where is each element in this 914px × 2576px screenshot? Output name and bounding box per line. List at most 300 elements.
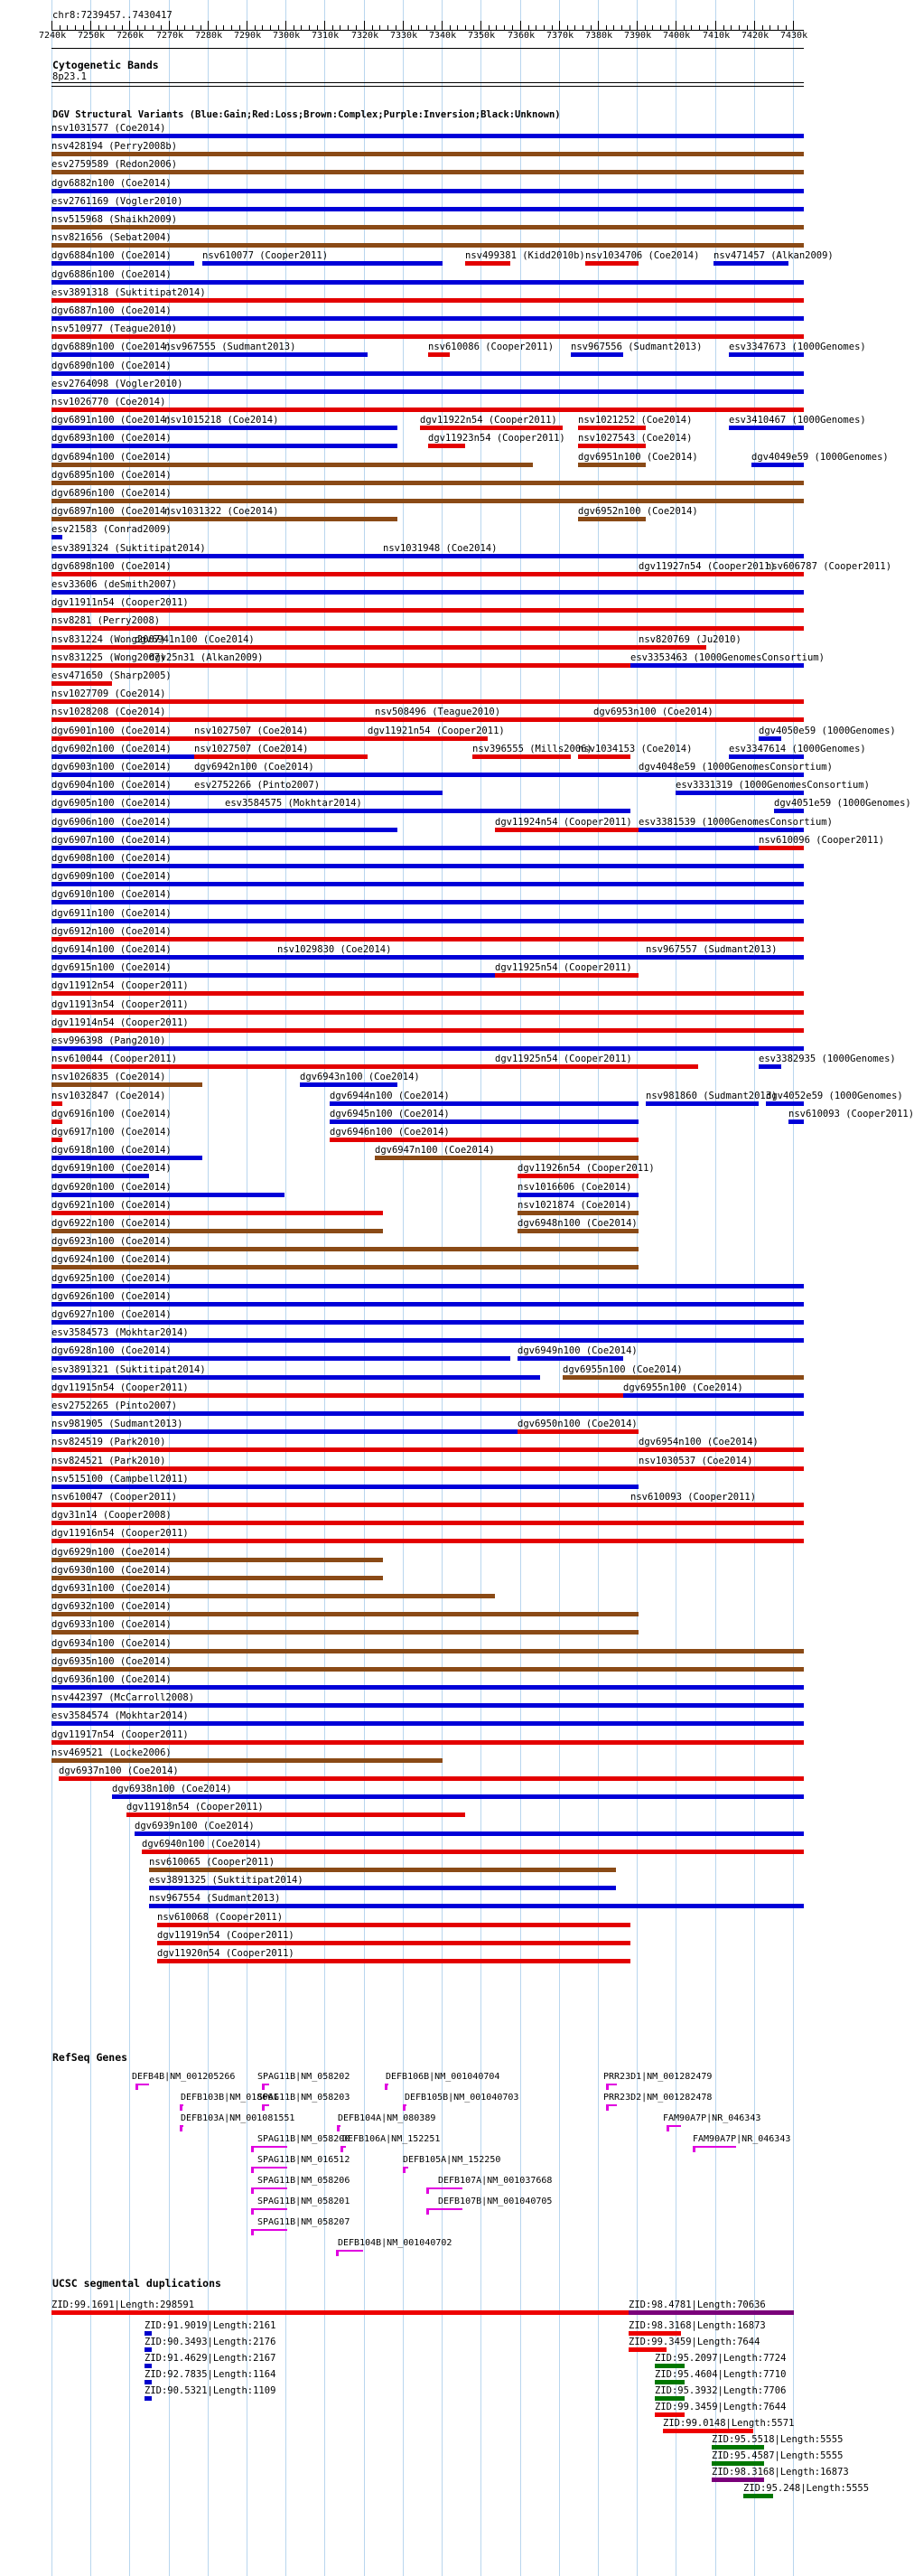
segdup-label[interactable]: ZID:90.5321|Length:1109 — [145, 2385, 276, 2396]
variant-label[interactable]: nsv610096 (Cooper2011) — [759, 834, 885, 846]
variant-bar[interactable] — [135, 645, 639, 650]
variant-bar[interactable] — [51, 298, 804, 303]
variant-label[interactable]: nsv469521 (Locke2006) — [51, 1747, 172, 1758]
gene-label[interactable]: SPAG11B|NM_058201 — [257, 2197, 350, 2206]
segdup-bar[interactable] — [655, 2412, 685, 2417]
variant-label[interactable]: dgv6955n100 (Coe2014) — [623, 1382, 743, 1393]
variant-bar[interactable] — [51, 1393, 623, 1398]
variant-label[interactable]: dgv11919n54 (Cooper2011) — [157, 1929, 294, 1941]
variant-label[interactable]: nsv824519 (Park2010) — [51, 1437, 166, 1448]
gene-label[interactable]: SPAG11B|NM_058202 — [257, 2072, 350, 2082]
gene-glyph[interactable] — [251, 2167, 287, 2173]
variant-bar[interactable] — [518, 1429, 639, 1434]
gene-label[interactable]: FAM90A7P|NR_046343 — [663, 2113, 761, 2123]
variant-bar[interactable] — [51, 1302, 804, 1307]
variant-bar[interactable] — [51, 699, 804, 704]
variant-bar[interactable] — [51, 444, 397, 448]
variant-label[interactable]: dgv6954n100 (Coe2014) — [639, 1437, 759, 1448]
variant-label[interactable]: dgv6917n100 (Coe2014) — [51, 1127, 172, 1138]
gene-glyph[interactable] — [606, 2084, 617, 2090]
variant-label[interactable]: nsv1031948 (Coe2014) — [383, 542, 498, 554]
variant-label[interactable]: dgv6934n100 (Coe2014) — [51, 1637, 172, 1649]
variant-label[interactable]: dgv6955n100 (Coe2014) — [563, 1363, 683, 1375]
variant-bar[interactable] — [51, 846, 759, 850]
variant-bar[interactable] — [51, 1612, 639, 1616]
variant-bar[interactable] — [788, 1119, 804, 1124]
variant-bar[interactable] — [51, 1338, 804, 1343]
variant-label[interactable]: esv21583 (Conrad2009) — [51, 524, 172, 536]
variant-bar[interactable] — [51, 1119, 62, 1124]
variant-bar[interactable] — [51, 225, 804, 229]
variant-label[interactable]: esv3382935 (1000Genomes) — [759, 1054, 896, 1065]
variant-label[interactable]: nsv510977 (Teague2010) — [51, 323, 178, 335]
segdup-label[interactable]: ZID:95.5518|Length:5555 — [712, 2434, 844, 2445]
variant-bar[interactable] — [59, 1776, 804, 1781]
variant-label[interactable]: dgv11923n54 (Cooper2011) — [428, 433, 565, 445]
variant-bar[interactable] — [51, 1193, 284, 1197]
segdup-bar[interactable] — [712, 2461, 764, 2466]
variant-bar[interactable] — [51, 554, 383, 558]
variant-label[interactable]: nsv981860 (Sudmant2013) — [646, 1090, 778, 1101]
variant-bar[interactable] — [51, 1010, 804, 1015]
variant-label[interactable]: nsv610077 (Cooper2011) — [202, 250, 329, 262]
variant-label[interactable]: dgv6884n100 (Coe2014) — [51, 250, 172, 262]
variant-bar[interactable] — [126, 1813, 465, 1817]
variant-label[interactable]: dgv6929n100 (Coe2014) — [51, 1546, 172, 1558]
variant-bar[interactable] — [135, 1831, 804, 1836]
variant-label[interactable]: dgv6897n100 (Coe2014) — [51, 506, 172, 518]
gene-label[interactable]: PRR23D2|NM_001282478 — [603, 2093, 713, 2103]
variant-bar[interactable] — [639, 1466, 804, 1471]
variant-label[interactable]: nsv1021252 (Coe2014) — [578, 415, 693, 426]
variant-bar[interactable] — [300, 1082, 397, 1087]
variant-bar[interactable] — [51, 261, 194, 266]
variant-bar[interactable] — [51, 1356, 510, 1361]
segdup-label[interactable]: ZID:95.248|Length:5555 — [743, 2483, 870, 2494]
segdup-label[interactable]: ZID:99.1691|Length:298591 — [51, 2300, 195, 2310]
variant-bar[interactable] — [51, 626, 804, 631]
variant-label[interactable]: dgv25n31 (Alkan2009) — [149, 651, 264, 663]
variant-bar[interactable] — [51, 1503, 630, 1507]
variant-label[interactable]: dgv6890n100 (Coe2014) — [51, 360, 172, 371]
segdup-bar[interactable] — [712, 2445, 764, 2450]
variant-label[interactable]: dgv6949n100 (Coe2014) — [518, 1345, 638, 1357]
variant-bar[interactable] — [51, 134, 804, 138]
variant-bar[interactable] — [194, 791, 443, 795]
variant-label[interactable]: esv3584575 (Mokhtar2014) — [225, 798, 362, 810]
variant-bar[interactable] — [51, 1101, 62, 1106]
variant-label[interactable]: esv3381539 (1000GenomesConsortium) — [639, 816, 833, 828]
variant-label[interactable]: dgv6953n100 (Coe2014) — [593, 707, 713, 718]
variant-label[interactable]: esv3584574 (Mokhtar2014) — [51, 1710, 189, 1722]
variant-label[interactable]: dgv6889n100 (Coe2014) — [51, 342, 172, 353]
variant-bar[interactable] — [51, 1466, 639, 1471]
variant-label[interactable]: nsv1027543 (Coe2014) — [578, 433, 693, 445]
gene-glyph[interactable] — [180, 2125, 183, 2131]
variant-bar[interactable] — [578, 517, 646, 521]
segdup-label[interactable]: ZID:95.4604|Length:7710 — [655, 2369, 787, 2380]
variant-bar[interactable] — [420, 426, 563, 430]
variant-label[interactable]: dgv6918n100 (Coe2014) — [51, 1145, 172, 1157]
variant-label[interactable]: esv3584573 (Mokhtar2014) — [51, 1327, 189, 1339]
variant-bar[interactable] — [330, 1138, 639, 1142]
variant-bar[interactable] — [51, 389, 804, 394]
variant-label[interactable]: esv3347673 (1000Genomes) — [729, 342, 866, 353]
segdup-bar[interactable] — [629, 2347, 667, 2352]
variant-bar[interactable] — [766, 572, 804, 576]
variant-bar[interactable] — [225, 809, 630, 813]
variant-bar[interactable] — [646, 955, 804, 960]
variant-label[interactable]: nsv1015218 (Coe2014) — [164, 415, 279, 426]
variant-bar[interactable] — [51, 937, 804, 941]
variant-bar[interactable] — [51, 352, 164, 357]
variant-bar[interactable] — [330, 1119, 639, 1124]
variant-label[interactable]: nsv1034153 (Coe2014) — [578, 743, 693, 754]
variant-label[interactable]: dgv6915n100 (Coe2014) — [51, 962, 172, 974]
variant-bar[interactable] — [51, 645, 135, 650]
variant-label[interactable]: nsv610047 (Cooper2011) — [51, 1492, 178, 1503]
variant-label[interactable]: nsv1026835 (Coe2014) — [51, 1072, 166, 1083]
variant-label[interactable]: dgv6895n100 (Coe2014) — [51, 469, 172, 481]
segdup-label[interactable]: ZID:91.4629|Length:2167 — [145, 2353, 276, 2364]
variant-label[interactable]: nsv610093 (Cooper2011) — [630, 1492, 757, 1503]
variant-label[interactable]: esv3353463 (1000GenomesConsortium) — [630, 651, 825, 663]
variant-bar[interactable] — [759, 736, 781, 741]
variant-bar[interactable] — [578, 426, 646, 430]
variant-bar[interactable] — [51, 1594, 495, 1598]
variant-label[interactable]: dgv6905n100 (Coe2014) — [51, 798, 172, 810]
variant-bar[interactable] — [51, 882, 804, 886]
variant-bar[interactable] — [759, 1064, 781, 1069]
gene-label[interactable]: DEFB103B|NM_018661 — [181, 2093, 279, 2103]
variant-label[interactable]: nsv1031577 (Coe2014) — [51, 123, 166, 134]
variant-bar[interactable] — [51, 152, 804, 156]
variant-label[interactable]: dgv6893n100 (Coe2014) — [51, 433, 172, 445]
variant-label[interactable]: dgv6928n100 (Coe2014) — [51, 1345, 172, 1357]
variant-label[interactable]: nsv1021874 (Coe2014) — [518, 1199, 632, 1211]
variant-label[interactable]: dgv6952n100 (Coe2014) — [578, 506, 698, 518]
variant-bar[interactable] — [51, 991, 804, 996]
variant-bar[interactable] — [51, 481, 804, 485]
gene-label[interactable]: DEFB103A|NM_001081551 — [181, 2113, 295, 2123]
gene-label[interactable]: SPAG11B|NM_058200 — [257, 2134, 350, 2144]
segdup-label[interactable]: ZID:95.2097|Length:7724 — [655, 2353, 787, 2364]
gene-glyph[interactable] — [251, 2187, 287, 2194]
variant-bar[interactable] — [202, 261, 443, 266]
variant-label[interactable]: esv471650 (Sharp2005) — [51, 670, 172, 681]
variant-label[interactable]: dgv6925n100 (Coe2014) — [51, 1272, 172, 1284]
variant-bar[interactable] — [142, 1850, 804, 1854]
variant-label[interactable]: dgv6936n100 (Coe2014) — [51, 1674, 172, 1685]
variant-label[interactable]: esv2759589 (Redon2006) — [51, 159, 178, 171]
variant-bar[interactable] — [51, 1539, 804, 1543]
variant-label[interactable]: dgv11922n54 (Cooper2011) — [420, 415, 557, 426]
variant-label[interactable]: nsv1030537 (Coe2014) — [639, 1455, 753, 1466]
variant-label[interactable]: esv3347614 (1000Genomes) — [729, 743, 866, 754]
variant-label[interactable]: dgv11925n54 (Cooper2011) — [495, 962, 632, 974]
segdup-bar[interactable] — [712, 2478, 764, 2482]
variant-bar[interactable] — [729, 352, 804, 357]
gene-label[interactable]: DEFB4B|NM_001205266 — [132, 2072, 236, 2082]
variant-bar[interactable] — [51, 864, 804, 868]
variant-label[interactable]: dgv11914n54 (Cooper2011) — [51, 1016, 189, 1028]
variant-label[interactable]: nsv471457 (Alkan2009) — [713, 250, 834, 262]
variant-bar[interactable] — [51, 499, 804, 503]
variant-bar[interactable] — [585, 261, 639, 266]
variant-bar[interactable] — [51, 900, 804, 904]
variant-bar[interactable] — [330, 1101, 639, 1106]
variant-bar[interactable] — [51, 463, 533, 467]
gene-label[interactable]: FAM90A7P|NR_046343 — [693, 2134, 791, 2144]
variant-bar[interactable] — [51, 736, 194, 741]
variant-bar[interactable] — [51, 189, 804, 193]
variant-bar[interactable] — [51, 1758, 443, 1763]
variant-label[interactable]: nsv515968 (Shaikh2009) — [51, 214, 178, 225]
variant-label[interactable]: nsv610044 (Cooper2011) — [51, 1054, 178, 1065]
variant-label[interactable]: dgv4049e59 (1000Genomes) — [751, 451, 889, 463]
gene-glyph[interactable] — [251, 2208, 287, 2215]
variant-bar[interactable] — [639, 1447, 804, 1452]
variant-bar[interactable] — [495, 973, 639, 978]
variant-label[interactable]: nsv610093 (Cooper2011) — [788, 1108, 914, 1119]
variant-bar[interactable] — [51, 1630, 639, 1635]
variant-label[interactable]: nsv1031322 (Coe2014) — [164, 506, 279, 518]
variant-bar[interactable] — [623, 1393, 804, 1398]
variant-bar[interactable] — [51, 1174, 149, 1178]
variant-bar[interactable] — [639, 828, 804, 832]
gene-label[interactable]: PRR23D1|NM_001282479 — [603, 2072, 713, 2082]
variant-label[interactable]: nsv1027507 (Coe2014) — [194, 743, 309, 754]
variant-bar[interactable] — [51, 1521, 804, 1525]
variant-bar[interactable] — [51, 1247, 639, 1251]
segdup-label[interactable]: ZID:91.9019|Length:2161 — [145, 2320, 276, 2331]
segdup-bar[interactable] — [145, 2364, 152, 2368]
variant-label[interactable]: esv3891325 (Suktitipat2014) — [149, 1875, 303, 1887]
gene-glyph[interactable] — [426, 2187, 462, 2194]
variant-bar[interactable] — [51, 243, 804, 248]
variant-label[interactable]: esv2752265 (Pinto2007) — [51, 1400, 178, 1411]
variant-label[interactable]: nsv442397 (McCarroll2008) — [51, 1692, 195, 1704]
segdup-bar[interactable] — [145, 2347, 152, 2352]
variant-bar[interactable] — [729, 426, 804, 430]
variant-bar[interactable] — [51, 316, 804, 321]
variant-label[interactable]: dgv11911n54 (Cooper2011) — [51, 597, 189, 609]
variant-bar[interactable] — [593, 717, 804, 722]
variant-label[interactable]: dgv6898n100 (Coe2014) — [51, 560, 172, 572]
variant-label[interactable]: dgv11920n54 (Cooper2011) — [157, 1948, 294, 1959]
variant-label[interactable]: nsv396555 (Mills2006) — [472, 743, 592, 754]
variant-bar[interactable] — [518, 1229, 639, 1233]
variant-bar[interactable] — [383, 554, 804, 558]
gene-glyph[interactable] — [135, 2084, 149, 2090]
gene-glyph[interactable] — [606, 2104, 617, 2111]
variant-label[interactable]: dgv11924n54 (Cooper2011) — [495, 816, 632, 828]
variant-bar[interactable] — [578, 444, 646, 448]
variant-bar[interactable] — [51, 535, 62, 539]
variant-label[interactable]: dgv6951n100 (Coe2014) — [578, 451, 698, 463]
variant-label[interactable]: nsv508496 (Teague2010) — [375, 707, 501, 718]
variant-label[interactable]: esv33606 (deSmith2007) — [51, 579, 178, 590]
variant-bar[interactable] — [51, 1429, 518, 1434]
variant-bar[interactable] — [51, 1028, 804, 1033]
variant-label[interactable]: dgv6935n100 (Coe2014) — [51, 1655, 172, 1667]
gene-glyph[interactable] — [251, 2146, 287, 2152]
variant-label[interactable]: dgv6922n100 (Coe2014) — [51, 1218, 172, 1229]
variant-label[interactable]: esv2761169 (Vogler2010) — [51, 195, 183, 207]
variant-bar[interactable] — [518, 1356, 623, 1361]
variant-bar[interactable] — [51, 663, 149, 668]
gene-glyph[interactable] — [403, 2104, 406, 2111]
variant-label[interactable]: nsv499381 (Kidd2010b) — [465, 250, 585, 262]
variant-label[interactable]: nsv1034706 (Coe2014) — [585, 250, 700, 262]
variant-bar[interactable] — [149, 1904, 804, 1908]
variant-bar[interactable] — [518, 1174, 639, 1178]
variant-label[interactable]: dgv11913n54 (Cooper2011) — [51, 998, 189, 1010]
variant-bar[interactable] — [51, 955, 277, 960]
segdup-bar[interactable] — [145, 2380, 152, 2384]
variant-label[interactable]: dgv4050e59 (1000Genomes) — [759, 725, 896, 736]
variant-label[interactable]: nsv821656 (Sebat2004) — [51, 232, 172, 244]
variant-label[interactable]: nsv1032847 (Coe2014) — [51, 1090, 166, 1101]
variant-bar[interactable] — [774, 809, 804, 813]
variant-label[interactable]: dgv6937n100 (Coe2014) — [59, 1766, 179, 1776]
segdup-label[interactable]: ZID:95.4587|Length:5555 — [712, 2450, 844, 2461]
variant-label[interactable]: nsv1026770 (Coe2014) — [51, 397, 166, 407]
variant-bar[interactable] — [465, 261, 510, 266]
variant-label[interactable]: dgv6933n100 (Coe2014) — [51, 1619, 172, 1631]
variant-bar[interactable] — [194, 736, 368, 741]
variant-bar[interactable] — [51, 809, 225, 813]
variant-bar[interactable] — [51, 1229, 383, 1233]
variant-bar[interactable] — [164, 517, 397, 521]
gene-glyph[interactable] — [336, 2250, 363, 2256]
variant-label[interactable]: dgv6944n100 (Coe2014) — [330, 1090, 450, 1101]
variant-label[interactable]: dgv11915n54 (Cooper2011) — [51, 1382, 189, 1393]
variant-label[interactable]: dgv6923n100 (Coe2014) — [51, 1236, 172, 1248]
gene-glyph[interactable] — [693, 2146, 736, 2152]
variant-bar[interactable] — [51, 1667, 804, 1672]
variant-label[interactable]: dgv6902n100 (Coe2014) — [51, 743, 172, 754]
variant-label[interactable]: esv3891321 (Suktitipat2014) — [51, 1363, 206, 1375]
gene-label[interactable]: SPAG11B|NM_058207 — [257, 2217, 350, 2227]
variant-label[interactable]: dgv6882n100 (Coe2014) — [51, 177, 172, 189]
variant-bar[interactable] — [51, 1721, 804, 1726]
variant-bar[interactable] — [375, 717, 593, 722]
variant-bar[interactable] — [51, 681, 112, 686]
variant-bar[interactable] — [51, 207, 804, 211]
variant-label[interactable]: dgv11925n54 (Cooper2011) — [495, 1054, 632, 1065]
variant-bar[interactable] — [518, 1211, 639, 1215]
variant-bar[interactable] — [157, 1941, 630, 1945]
gene-label[interactable]: DEFB106A|NM_152251 — [342, 2134, 441, 2144]
variant-bar[interactable] — [51, 1375, 540, 1380]
variant-bar[interactable] — [751, 463, 804, 467]
variant-bar[interactable] — [149, 1886, 616, 1890]
variant-bar[interactable] — [578, 463, 646, 467]
variant-label[interactable]: dgv6887n100 (Coe2014) — [51, 305, 172, 316]
variant-label[interactable]: dgv11916n54 (Cooper2011) — [51, 1528, 189, 1540]
variant-bar[interactable] — [51, 608, 804, 613]
segdup-bar[interactable] — [655, 2380, 685, 2384]
variant-label[interactable]: dgv11912n54 (Cooper2011) — [51, 980, 189, 992]
gene-label[interactable]: DEFB106B|NM_001040704 — [386, 2072, 500, 2082]
variant-label[interactable]: esv3331319 (1000GenomesConsortium) — [676, 780, 870, 792]
variant-bar[interactable] — [428, 352, 450, 357]
segdup-label[interactable]: ZID:98.4781|Length:70636 — [629, 2300, 766, 2310]
gene-glyph[interactable] — [337, 2125, 340, 2131]
variant-label[interactable]: dgv6926n100 (Coe2014) — [51, 1290, 172, 1302]
variant-label[interactable]: dgv6950n100 (Coe2014) — [518, 1419, 638, 1430]
variant-bar[interactable] — [277, 955, 646, 960]
variant-label[interactable]: dgv6947n100 (Coe2014) — [375, 1145, 495, 1157]
variant-bar[interactable] — [51, 828, 397, 832]
variant-label[interactable]: dgv6886n100 (Coe2014) — [51, 268, 172, 280]
variant-label[interactable]: esv3891318 (Suktitipat2014) — [51, 286, 206, 298]
variant-bar[interactable] — [639, 572, 766, 576]
gene-glyph[interactable] — [426, 2208, 462, 2215]
variant-label[interactable]: dgv6930n100 (Coe2014) — [51, 1564, 172, 1576]
variant-bar[interactable] — [578, 754, 630, 759]
variant-label[interactable]: dgv6942n100 (Coe2014) — [194, 762, 314, 773]
variant-label[interactable]: dgv11927n54 (Cooper2011) — [639, 560, 776, 572]
variant-bar[interactable] — [630, 663, 804, 668]
variant-label[interactable]: dgv11917n54 (Cooper2011) — [51, 1728, 189, 1740]
variant-bar[interactable] — [51, 572, 639, 576]
segdup-bar[interactable] — [145, 2331, 152, 2336]
variant-bar[interactable] — [164, 426, 397, 430]
variant-label[interactable]: nsv967556 (Sudmant2013) — [571, 342, 703, 353]
variant-bar[interactable] — [51, 1211, 383, 1215]
variant-bar[interactable] — [164, 352, 368, 357]
variant-label[interactable]: dgv6911n100 (Coe2014) — [51, 907, 172, 919]
variant-label[interactable]: nsv610086 (Cooper2011) — [428, 342, 555, 353]
variant-bar[interactable] — [157, 1923, 630, 1927]
variant-label[interactable]: dgv6927n100 (Coe2014) — [51, 1309, 172, 1320]
variant-bar[interactable] — [51, 717, 375, 722]
variant-label[interactable]: esv3891324 (Suktitipat2014) — [51, 542, 206, 554]
variant-bar[interactable] — [639, 773, 804, 777]
variant-label[interactable]: esv996398 (Pang2010) — [51, 1035, 166, 1046]
gene-label[interactable]: SPAG11B|NM_058203 — [257, 2093, 350, 2103]
variant-bar[interactable] — [495, 828, 639, 832]
variant-bar[interactable] — [51, 371, 804, 376]
segdup-label[interactable]: ZID:99.3459|Length:7644 — [655, 2402, 787, 2412]
segdup-label[interactable]: ZID:90.3493|Length:2176 — [145, 2337, 276, 2347]
variant-bar[interactable] — [51, 773, 194, 777]
segdup-bar[interactable] — [51, 2310, 668, 2315]
variant-bar[interactable] — [495, 1064, 698, 1069]
variant-bar[interactable] — [51, 280, 804, 285]
segdup-bar[interactable] — [663, 2429, 753, 2433]
variant-label[interactable]: dgv11918n54 (Cooper2011) — [126, 1802, 264, 1813]
variant-bar[interactable] — [759, 846, 804, 850]
variant-label[interactable]: nsv831225 (Wong2007) — [51, 651, 166, 663]
variant-bar[interactable] — [149, 663, 630, 668]
variant-label[interactable]: dgv6903n100 (Coe2014) — [51, 762, 172, 773]
variant-bar[interactable] — [571, 352, 623, 357]
variant-label[interactable]: dgv6940n100 (Coe2014) — [142, 1838, 262, 1850]
variant-label[interactable]: nsv967555 (Sudmant2013) — [164, 342, 296, 353]
variant-label[interactable]: dgv6904n100 (Coe2014) — [51, 780, 172, 792]
variant-label[interactable]: dgv6931n100 (Coe2014) — [51, 1583, 172, 1594]
gene-label[interactable]: DEFB105B|NM_001040703 — [405, 2093, 519, 2103]
variant-bar[interactable] — [51, 1411, 804, 1416]
variant-label[interactable]: nsv515100 (Campbell2011) — [51, 1473, 189, 1485]
segdup-label[interactable]: ZID:95.3932|Length:7706 — [655, 2385, 787, 2396]
variant-bar[interactable] — [51, 1082, 202, 1087]
variant-bar[interactable] — [51, 426, 164, 430]
variant-label[interactable]: dgv4048e59 (1000GenomesConsortium) — [639, 762, 833, 773]
